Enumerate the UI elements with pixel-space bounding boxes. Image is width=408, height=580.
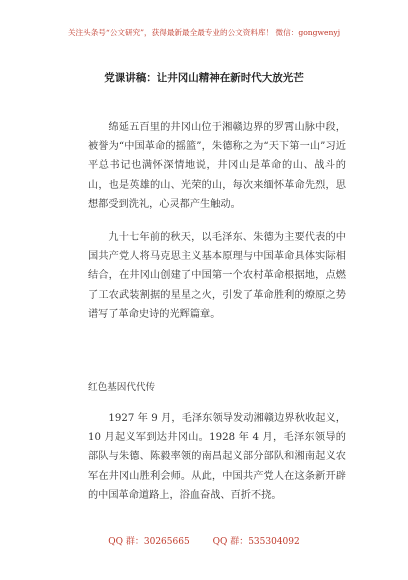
paragraph-2: 九十七年前的秋天，以毛泽东、朱德为主要代表的中国共产党人将马克思主义基本原理与中国革命具体实际相结合，在井冈山创建了中国第一个农村革命根据地，点燃了工农武装割据的星星之火，引发了革命胜利的燎原之势谱写了革命史诗的光辉篇章。 [88, 232, 346, 320]
footer-qq-groups [0, 534, 408, 547]
document-body [88, 118, 346, 519]
header-banner: 关注头条号“公文研究”，获得最新最全最专业的公文资料库！ 微信：gongwenyj [67, 28, 341, 37]
section-heading: 红色基因代代传 [88, 382, 156, 394]
blank-line [88, 338, 346, 364]
paragraph-1: 绵延五百里的井冈山位于湘赣边界的罗霄山脉中段，被誉为“中国革命的摇篮”，朱德称之为“天下第一山”习近平总书记也满怀深情地说，井冈山是革命的山、战斗的山，也是英雄的山、光荣的山，每次来缅怀革命先烈，思想都受到洗礼，心灵都产生触动。 [88, 122, 346, 210]
section-paragraph: 1927 年 9 月，毛泽东领导发动湘赣边界秋收起义，10 月起义军到达井冈山。1928 年 4 月，毛泽东领导的部队与朱德、陈毅率领的南昌起义部分部队和湘南起义农军在井冈山胜利会师。从此，中国共产党人在这条新开辟的中国革命道路上，浴血奋战、百折不挠。 [88, 413, 346, 501]
document-title: 党课讲稿：让井冈山精神在新时代大放光芒 [104, 72, 304, 84]
footer-qq-group-2: QQ 群：535304092 [212, 537, 300, 547]
footer-qq-group-1: QQ 群：30265665 [108, 537, 190, 547]
